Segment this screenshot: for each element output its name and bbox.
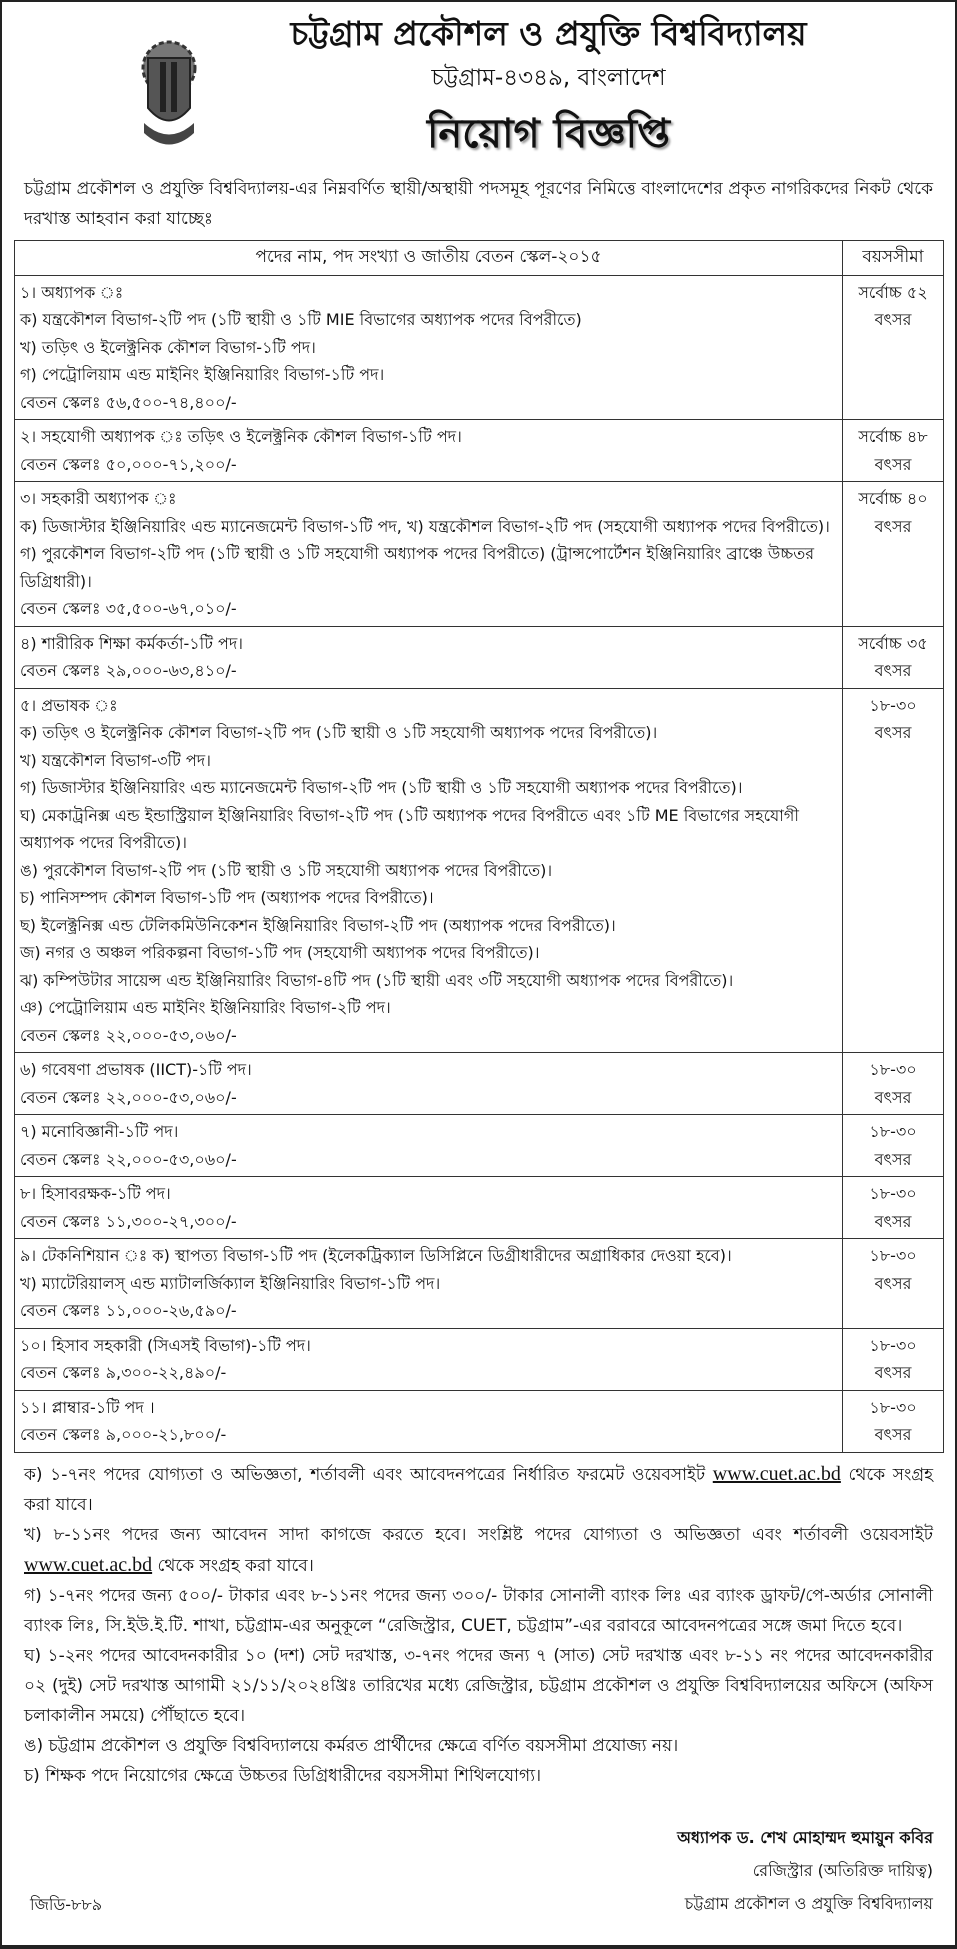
age-limit-line: বৎসর [874, 454, 912, 474]
table-row [15, 1053, 944, 1115]
age-limit-cell [843, 1115, 944, 1177]
header-position: পদের নাম, পদ সংখ্যা ও জাতীয় বেতন স্কেল-২০১৫ [15, 241, 843, 276]
table-row [15, 1239, 944, 1329]
age-limit-cell [843, 688, 944, 1053]
notice-footer [14, 1821, 943, 1931]
gd-number: জিডি-৮৮৯ [30, 1894, 103, 1914]
age-limit-line: ১৮-৩০ [869, 1246, 917, 1265]
university-address: চট্টগ্রাম-৪৩৪৯, বাংলাদেশ [431, 65, 666, 91]
position-cell [15, 1390, 843, 1452]
age-limit-cell [843, 1390, 944, 1452]
positions-table [14, 240, 944, 1453]
age-limit-cell [843, 1053, 944, 1115]
position-cell [15, 626, 843, 688]
position-line: বেতন স্কেলঃ ১১,৩০০-২৭,৩০০/- [20, 1211, 237, 1231]
position-line: বেতন স্কেলঃ ২২,০০০-৫৩,০৬০/- [20, 1149, 237, 1169]
table-body [15, 275, 944, 1452]
position-line: বেতন স্কেলঃ ৫৬,৫০০-৭৪,৪০০/- [20, 392, 237, 412]
position-cell [15, 1328, 843, 1390]
age-limit-cell [843, 275, 944, 420]
position-line: বেতন স্কেলঃ ৯,০০০-২১,৮০০/- [20, 1425, 227, 1444]
age-limit-cell [843, 1328, 944, 1390]
age-limit-line: ১৮-৩০ [869, 695, 917, 715]
note-b-text: খ) ৮-১১নং পদের জন্য আবেদন সাদা কাগজে করতে হবে। সংশ্লিষ্ট পদের যোগ্যতা ও অভিজ্ঞতা এবং শর্তাবলী ওয়েবসাইট [24, 1524, 933, 1545]
table-row [15, 482, 944, 627]
table-row [15, 626, 944, 688]
position-line: ৫। প্রভাষক ঃ [20, 695, 118, 715]
position-line: বেতন স্কেলঃ ২২,০০০-৫৩,০৬০/- [20, 1087, 237, 1107]
position-line: ১। অধ্যাপক ঃ [20, 282, 124, 302]
age-limit-line: বৎসর [874, 1087, 912, 1107]
age-limit-line: সর্বোচ্চ ৩৫ [858, 633, 928, 653]
notes-section [24, 1459, 933, 1791]
header-age-limit: বয়সসীমা [843, 241, 944, 276]
position-line: খ) যন্ত্রকৌশল বিভাগ-৩টি পদ। [20, 750, 211, 770]
note-c: গ) ১-৭নং পদের জন্য ৫০০/- টাকার এবং ৮-১১নং পদের জন্য ৩০০/- টাকার সোনালী ব্যাংক লিঃ এর ব্যাংক ড্রাফট/পে-অর্ডার সোনালী ব্যাংক লিঃ, সি.ইউ.ই.টি. শাখা, চট্টগ্রাম-এর অনুকূলে “রেজিস্ট্রার, CUET, চট্টগ্রাম”-এর বরাবরে আবেদনপত্রের সঙ্গে জমা দিতে হবে। [24, 1585, 933, 1636]
note-e: ঙ) চট্টগ্রাম প্রকৌশল ও প্রযুক্তি বিশ্ববিদ্যালয়ে কর্মরত প্রার্থীদের ক্ষেত্রে বর্ণিত বয়সসীমা প্রযোজ্য নয়। [24, 1735, 679, 1756]
age-limit-cell [843, 626, 944, 688]
university-name: চট্টগ্রাম প্রকৌশল ও প্রযুক্তি বিশ্ববিদ্যালয় [290, 14, 807, 53]
position-line: চ) পানিসম্পদ কৌশল বিভাগ-১টি পদ (অধ্যাপক পদের বিপরীতে)। [20, 888, 434, 907]
position-line: জ) নগর ও অঞ্চল পরিকল্পনা বিভাগ-১টি পদ (সহযোগী অধ্যাপক পদের বিপরীতে)। [20, 943, 540, 962]
position-line: ৬) গবেষণা প্রভাষক (IICT)-১টি পদ। [20, 1060, 252, 1079]
position-line: গ) পেট্রোলিয়াম এন্ড মাইনিং ইঞ্জিনিয়ারিং বিভাগ-১টি পদ। [20, 365, 385, 384]
position-line: গ) পুরকৌশল বিভাগ-২টি পদ (১টি স্থায়ী ও ১টি সহযোগী অধ্যাপক পদের বিপরীতে) (ট্রান্সপোর্টেশন ইঞ্জিনিয়ারিং ব্রাঞ্চে উচ্চতর ডিগ্রিধারী)। [20, 544, 815, 591]
age-limit-line: ১৮-৩০ [869, 1060, 917, 1079]
position-line: বেতন স্কেলঃ ২২,০০০-৫৩,০৬০/- [20, 1025, 237, 1045]
position-line: ৪) শারীরিক শিক্ষা কর্মকর্তা-১টি পদ। [20, 633, 244, 653]
age-limit-cell [843, 482, 944, 627]
table-row [15, 688, 944, 1053]
position-line: ৮। হিসাবরক্ষক-১টি পদ। [20, 1184, 171, 1203]
note-a-text-end: থেকে সংগ্রহ করা যাবে। [24, 1464, 934, 1515]
notice-title: নিয়োগ বিজ্ঞপ্তি [426, 111, 670, 157]
position-cell [15, 1177, 843, 1239]
position-line: ক) ডিজাস্টার ইঞ্জিনিয়ারিং এন্ড ম্যানেজমেন্ট বিভাগ-১টি পদ, খ) যন্ত্রকৌশল বিভাগ-২টি পদ (সহযোগী অধ্যাপক পদের বিপরীতে)। [20, 516, 830, 536]
website-link[interactable]: www.cuet.ac.bd [24, 1553, 153, 1576]
position-cell [15, 420, 843, 482]
note-d: ঘ) ১-২নং পদের আবেদনকারীর ১০ (দশ) সেট দরখাস্ত, ৩-৭নং পদের জন্য ৭ (সাত) সেট দরখাস্ত এবং ৮-১১ নং পদের আবেদনকারীর ০২ (দুই) সেট দরখাস্ত আগামী ২১/১১/২০২৪খ্রিঃ তারিখের মধ্যে রেজিস্ট্রার, চট্টগ্রাম প্রকৌশল ও প্রযুক্তি বিশ্ববিদ্যালয়ের অফিসে (অফিস চলাকালীন সময়ে) পৌঁছাতে হবে। [24, 1645, 933, 1726]
position-line: ঝ) কম্পিউটার সায়েন্স এন্ড ইঞ্জিনিয়ারিং বিভাগ-৪টি পদ (১টি স্থায়ী এবং ৩টি সহযোগী অধ্যাপক পদের বিপরীতে)। [20, 970, 734, 990]
age-limit-line: বৎসর [874, 661, 912, 680]
signatory-name: অধ্যাপক ড. শেখ মোহাম্মদ হুমায়ুন কবির [677, 1827, 933, 1847]
note-b-text-end: থেকে সংগ্রহ করা যাবে। [152, 1555, 314, 1576]
position-line: ঙ) পুরকৌশল বিভাগ-২টি পদ (১টি স্থায়ী ও ১টি সহযোগী অধ্যাপক পদের বিপরীতে)। [20, 860, 553, 880]
age-limit-line: বৎসর [874, 310, 912, 329]
position-line: ক) তড়িৎ ও ইলেক্ট্রনিক কৌশল বিভাগ-২টি পদ (১টি স্থায়ী ও ১টি সহযোগী অধ্যাপক পদের বিপরীতে)। [20, 723, 658, 742]
age-limit-line: বৎসর [874, 1211, 912, 1231]
age-limit-line: ১৮-৩০ [869, 1397, 917, 1417]
position-cell [15, 688, 843, 1053]
university-logo-icon [140, 28, 198, 158]
position-line: গ) ডিজাস্টার ইঞ্জিনিয়ারিং এন্ড ম্যানেজমেন্ট বিভাগ-২টি পদ (১টি স্থায়ী ও ১টি সহযোগী অধ্যাপক পদের বিপরীতে)। [20, 778, 743, 797]
position-line: খ) ম্যাটেরিয়ালস্ এন্ড ম্যাটালর্জিক্যাল ইঞ্জিনিয়ারিং বিভাগ-১টি পদ। [20, 1273, 441, 1293]
website-link[interactable]: www.cuet.ac.bd [712, 1462, 841, 1485]
note-f: চ) শিক্ষক পদে নিয়োগের ক্ষেত্রে উচ্চতর ডিগ্রিধারীদের বয়সসীমা শিথিলযোগ্য। [24, 1765, 542, 1786]
position-line: ৭) মনোবিজ্ঞানী-১টি পদ। [20, 1122, 179, 1141]
table-row [15, 275, 944, 420]
age-limit-line: বৎসর [874, 1149, 912, 1169]
age-limit-line: সর্বোচ্চ ৪০ [858, 489, 928, 508]
position-cell [15, 1115, 843, 1177]
signatory-institution: চট্টগ্রাম প্রকৌশল ও প্রযুক্তি বিশ্ববিদ্যালয় [684, 1893, 933, 1913]
position-line: খ) তড়িৎ ও ইলেক্ট্রনিক কৌশল বিভাগ-১টি পদ। [20, 337, 316, 357]
position-line: ৩। সহকারী অধ্যাপক ঃ [20, 489, 177, 508]
note-b [24, 1520, 933, 1581]
age-limit-cell [843, 1177, 944, 1239]
position-line: ১০। হিসাব সহকারী (সিএসই বিভাগ)-১টি পদ। [20, 1335, 311, 1355]
position-line: বেতন স্কেলঃ ৫০,০০০-৭১,২০০/- [20, 454, 237, 474]
position-cell [15, 275, 843, 420]
age-limit-cell [843, 420, 944, 482]
table-row [15, 1328, 944, 1390]
position-line: ছ) ইলেক্ট্রনিক্স এন্ড টেলিকমিউনিকেশন ইঞ্জিনিয়ারিং বিভাগ-২টি পদ (অধ্যাপক পদের বিপরীতে)। [20, 915, 616, 935]
age-limit-cell [843, 1239, 944, 1329]
position-line: বেতন স্কেলঃ ১১,০০০-২৬,৫৯০/- [20, 1301, 237, 1320]
position-cell [15, 1239, 843, 1329]
notice-header [14, 12, 943, 162]
age-limit-line: বৎসর [874, 516, 912, 536]
age-limit-line: সর্বোচ্চ ৫২ [858, 282, 928, 302]
position-cell [15, 1053, 843, 1115]
position-line: বেতন স্কেলঃ ৯,৩০০-২২,৪৯০/- [20, 1363, 227, 1382]
age-limit-line: বৎসর [874, 1273, 912, 1293]
age-limit-line: সর্বোচ্চ ৪৮ [858, 427, 928, 446]
position-line: ১১। প্লাম্বার-১টি পদ । [20, 1397, 155, 1417]
age-limit-line: বৎসর [874, 723, 912, 742]
intro-text: চট্টগ্রাম প্রকৌশল ও প্রযুক্তি বিশ্ববিদ্যালয়-এর নিম্নবর্ণিত স্থায়ী/অস্থায়ী পদসমূহ পূরণের নিমিত্তে বাংলাদেশের প্রকৃত নাগরিকদের নিকট থেকে দরখাস্ত আহবান করা যাচ্ছেঃ [24, 179, 933, 229]
age-limit-line: ১৮-৩০ [869, 1184, 917, 1203]
note-a [24, 1459, 933, 1520]
position-line: ক) যন্ত্রকৌশল বিভাগ-২টি পদ (১টি স্থায়ী ও ১টি MIE বিভাগের অধ্যাপক পদের বিপরীতে) [20, 310, 582, 329]
note-a-text: ক) ১-৭নং পদের যোগ্যতা ও অভিজ্ঞতা, শর্তাবলী এবং আবেদনপত্রের নির্ধারিত ফরমেট ওয়েবসাইট [24, 1464, 713, 1485]
table-row [15, 420, 944, 482]
table-row [15, 1115, 944, 1177]
age-limit-line: ১৮-৩০ [869, 1335, 917, 1355]
position-cell [15, 482, 843, 627]
table-header-row [15, 241, 944, 276]
position-line: ৯। টেকনিশিয়ান ঃ ক) স্থাপত্য বিভাগ-১টি পদ (ইলেকট্রিক্যাল ডিসিপ্লিনে ডিগ্রীধারীদের অগ্রাধিকার দেওয়া হবে)। [20, 1246, 732, 1265]
table-row [15, 1177, 944, 1239]
position-line: বেতন স্কেলঃ ২৯,০০০-৬৩,৪১০/- [20, 661, 237, 680]
position-line: বেতন স্কেলঃ ৩৫,৫০০-৬৭,০১০/- [20, 599, 237, 618]
position-line: ঞ) পেট্রোলিয়াম এন্ড মাইনিং ইঞ্জিনিয়ারিং বিভাগ-২টি পদ। [20, 998, 391, 1017]
age-limit-line: বৎসর [874, 1425, 912, 1444]
position-line: ঘ) মেকাট্রনিক্স এন্ড ইন্ডাস্ট্রিয়াল ইঞ্জিনিয়ারিং বিভাগ-২টি পদ (১টি অধ্যাপক পদের বিপরীতে এবং ১টি ME বিভাগের সহযোগী অধ্যাপক পদের বিপরীতে)। [20, 805, 799, 852]
signatory-designation: রেজিস্ট্রার (অতিরিক্ত দায়িত্ব) [752, 1860, 933, 1880]
age-limit-line: বৎসর [874, 1363, 912, 1382]
position-line: ২। সহযোগী অধ্যাপক ঃ তড়িৎ ও ইলেক্ট্রনিক কৌশল বিভাগ-১টি পদ। [20, 427, 462, 446]
age-limit-line: ১৮-৩০ [869, 1122, 917, 1141]
table-row [15, 1390, 944, 1452]
